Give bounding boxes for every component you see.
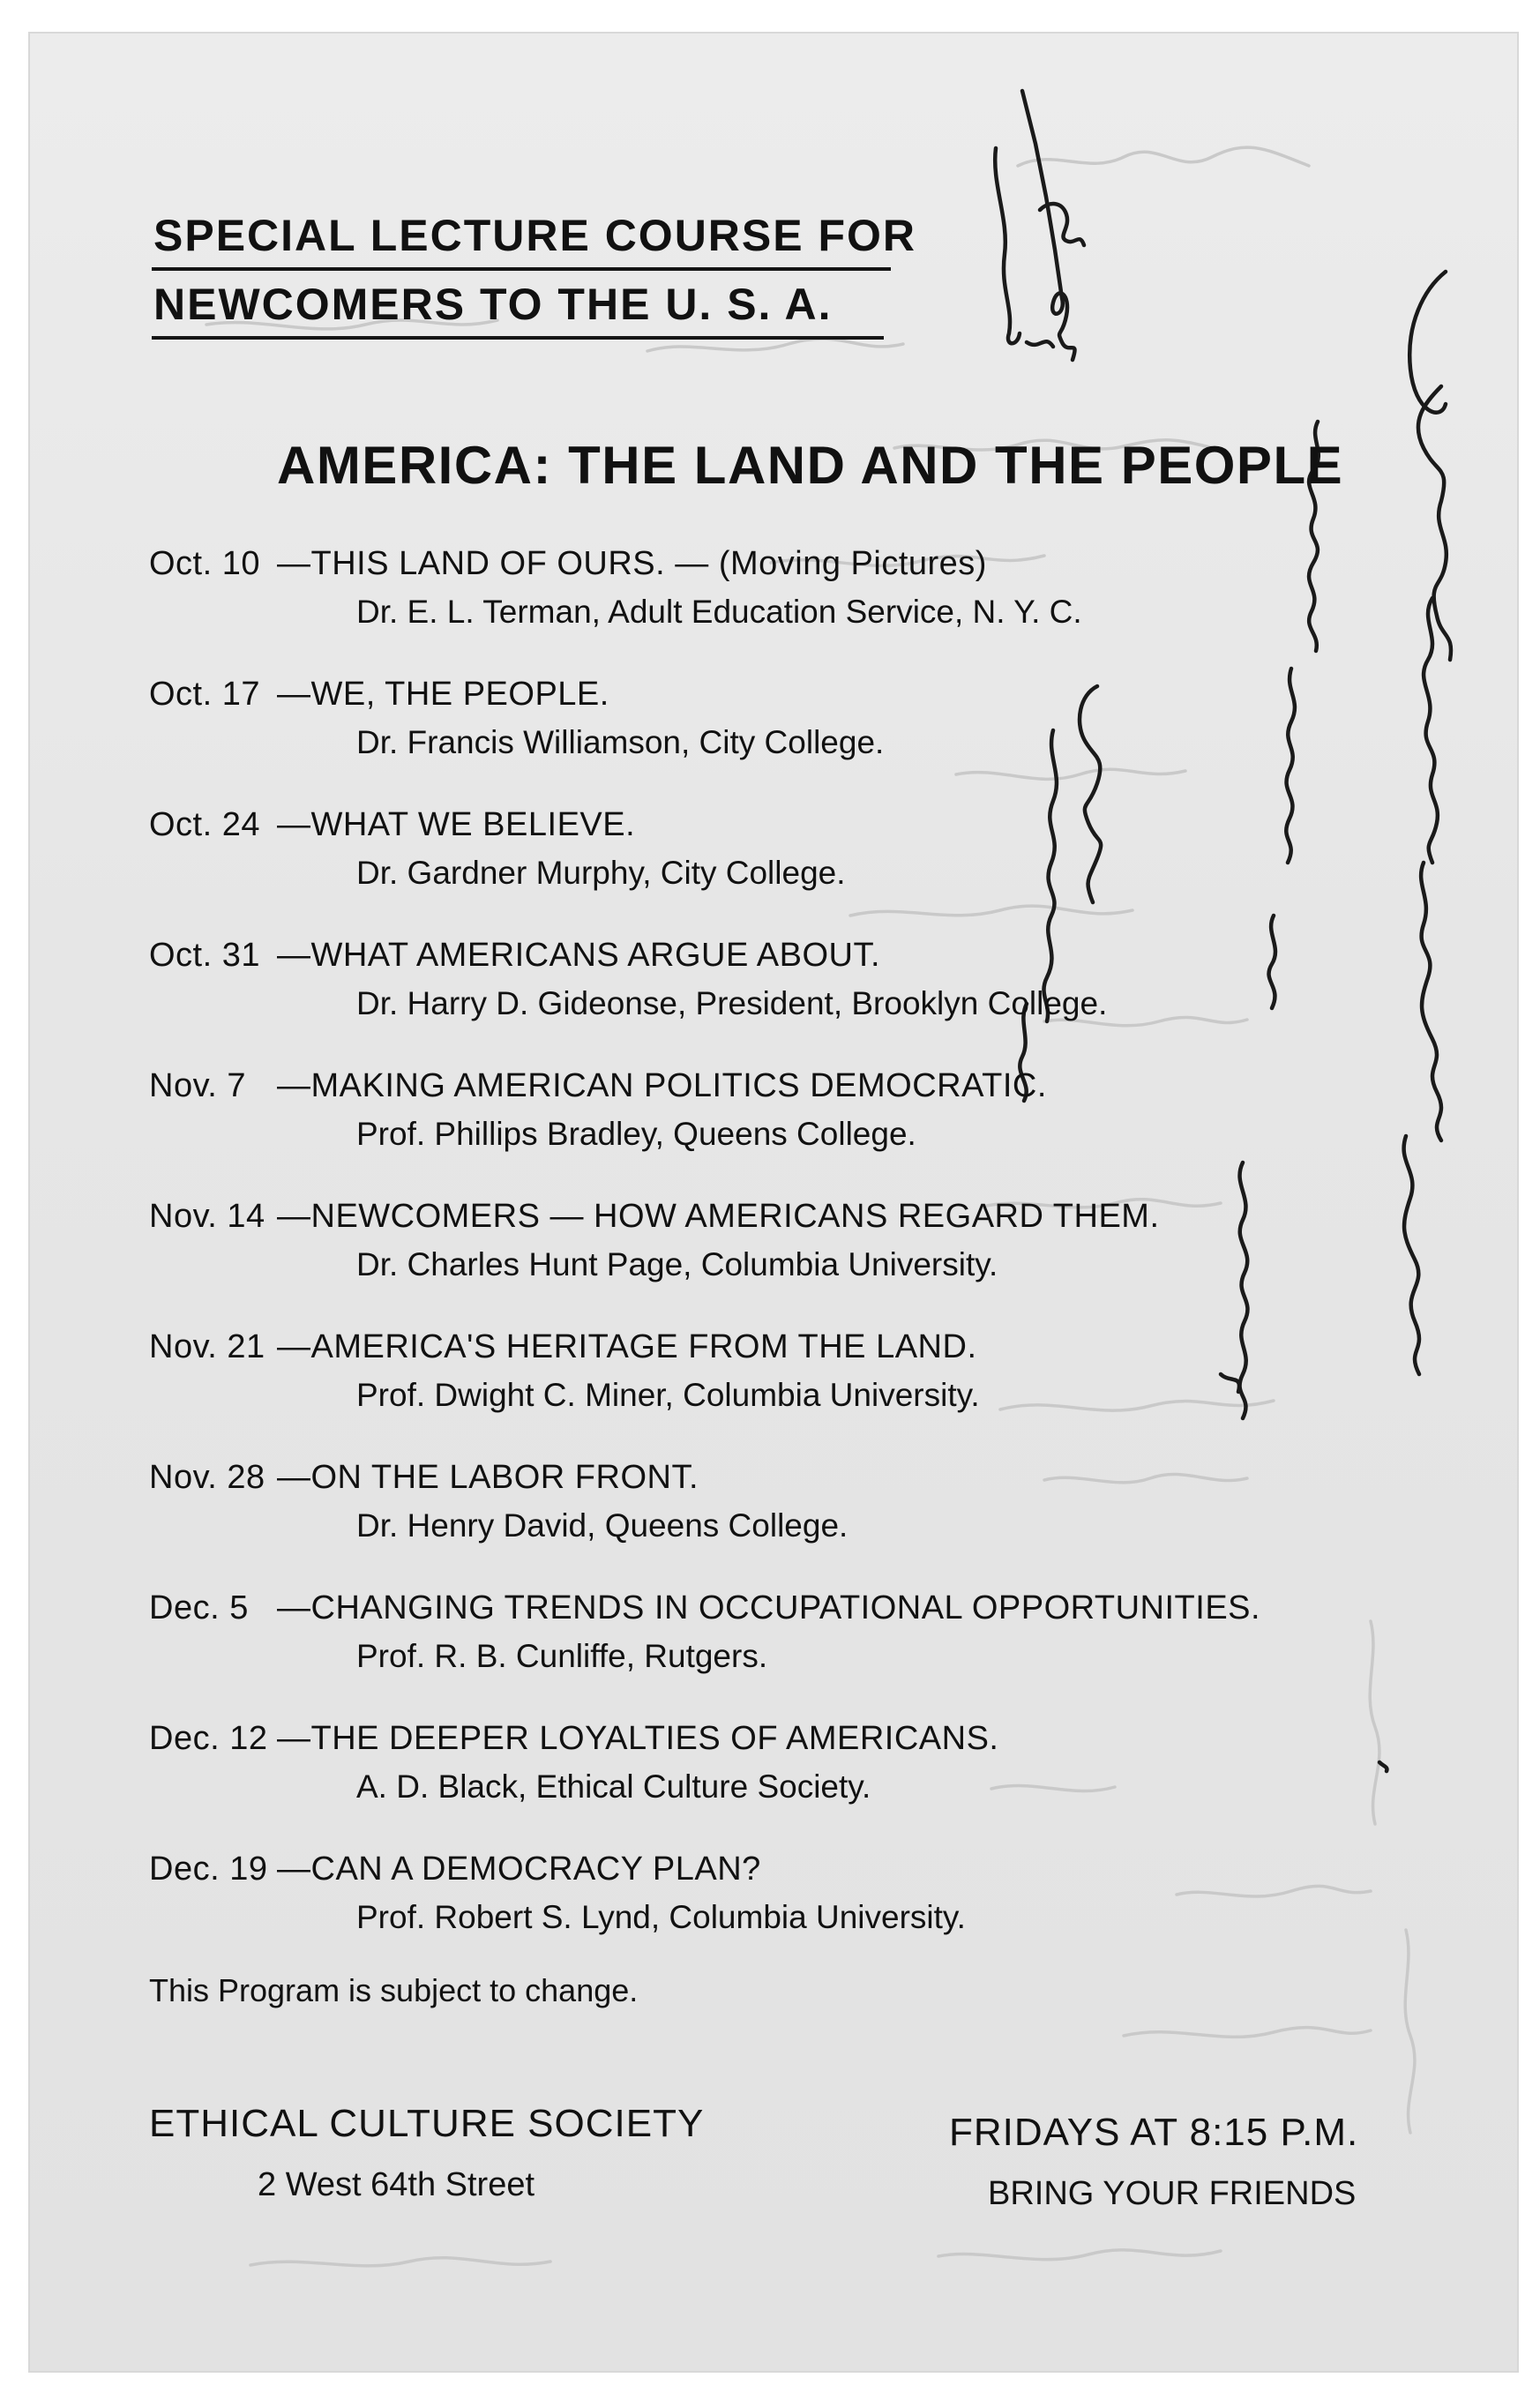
lecture-title-row [149, 1067, 1047, 1105]
lecture-topic: —MAKING AMERICAN POLITICS DEMOCRATIC. [277, 1067, 1047, 1104]
lecture-speaker: Dr. E. L. Terman, Adult Education Service, N. Y. C. [356, 594, 1082, 630]
lecture-date: Dec. 12 [149, 1720, 268, 1757]
lecture-date: Nov. 21 [149, 1328, 265, 1365]
lecture-topic: —THE DEEPER LOYALTIES OF AMERICANS. [277, 1720, 999, 1757]
lecture-date: Oct. 31 [149, 937, 260, 974]
lecture-date: Nov. 7 [149, 1067, 247, 1104]
schedule-text: FRIDAYS AT 8:15 P.M. [949, 2111, 1359, 2154]
lecture-topic: —CAN A DEMOCRACY PLAN? [277, 1850, 761, 1888]
heading-underline-1 [152, 267, 891, 271]
lecture-date: Dec. 19 [149, 1850, 268, 1888]
lecture-topic: —NEWCOMERS — HOW AMERICANS REGARD THEM. [277, 1198, 1160, 1235]
lecture-title-row [149, 1720, 999, 1758]
lecture-date: Oct. 10 [149, 545, 260, 582]
lecture-date: Nov. 28 [149, 1459, 265, 1496]
lecture-speaker: Prof. R. B. Cunliffe, Rutgers. [356, 1638, 768, 1674]
lecture-title-row [149, 1459, 699, 1497]
lecture-speaker: A. D. Black, Ethical Culture Society. [356, 1768, 871, 1805]
program-note: This Program is subject to change. [149, 1972, 639, 2008]
program-sheet [30, 34, 1517, 2371]
lecture-speaker: Dr. Charles Hunt Page, Columbia University. [356, 1246, 998, 1282]
lecture-title-row [149, 1328, 977, 1366]
lecture-speaker: Dr. Gardner Murphy, City College. [356, 855, 846, 891]
lecture-title-row [149, 806, 635, 844]
lecture-title-row [149, 676, 609, 714]
lecture-title-row [149, 937, 880, 975]
lecture-topic: —WHAT AMERICANS ARGUE ABOUT. [277, 937, 881, 974]
lecture-speaker: Prof. Dwight C. Miner, Columbia University. [356, 1377, 980, 1413]
lecture-topic: —WE, THE PEOPLE. [277, 676, 609, 713]
lecture-title-row [149, 1589, 1260, 1627]
lecture-title-row [149, 1850, 761, 1888]
lecture-date: Oct. 24 [149, 806, 260, 843]
lecture-topic: —CHANGING TRENDS IN OCCUPATIONAL OPPORTUNITIES. [277, 1589, 1261, 1626]
lecture-title-row [149, 1198, 1160, 1236]
lecture-topic: —THIS LAND OF OURS. — (Moving Pictures) [277, 545, 987, 582]
organization-address: 2 West 64th Street [258, 2166, 535, 2203]
heading-underline-2 [152, 336, 884, 340]
lecture-topic: —WHAT WE BELIEVE. [277, 806, 636, 843]
organization-name: ETHICAL CULTURE SOCIETY [149, 2102, 705, 2145]
lecture-title-row [149, 545, 987, 583]
lecture-speaker: Prof. Phillips Bradley, Queens College. [356, 1116, 916, 1152]
lecture-date: Nov. 14 [149, 1198, 265, 1235]
lecture-speaker: Prof. Robert S. Lynd, Columbia University. [356, 1899, 966, 1935]
lecture-date: Dec. 5 [149, 1589, 249, 1626]
lecture-topic: —AMERICA'S HERITAGE FROM THE LAND. [277, 1328, 977, 1365]
lecture-speaker: Dr. Henry David, Queens College. [356, 1507, 848, 1544]
course-heading-line1: SPECIAL LECTURE COURSE FOR [153, 211, 917, 260]
lecture-speaker: Dr. Francis Williamson, City College. [356, 724, 885, 760]
course-heading-line2: NEWCOMERS TO THE U. S. A. [153, 280, 833, 329]
lecture-speaker: Dr. Harry D. Gideonse, President, Brooklyn College. [356, 985, 1108, 1021]
invite-text: BRING YOUR FRIENDS [988, 2175, 1357, 2212]
program-title: AMERICA: THE LAND AND THE PEOPLE [277, 436, 1344, 495]
lecture-date: Oct. 17 [149, 676, 260, 713]
lecture-topic: —ON THE LABOR FRONT. [277, 1459, 699, 1496]
